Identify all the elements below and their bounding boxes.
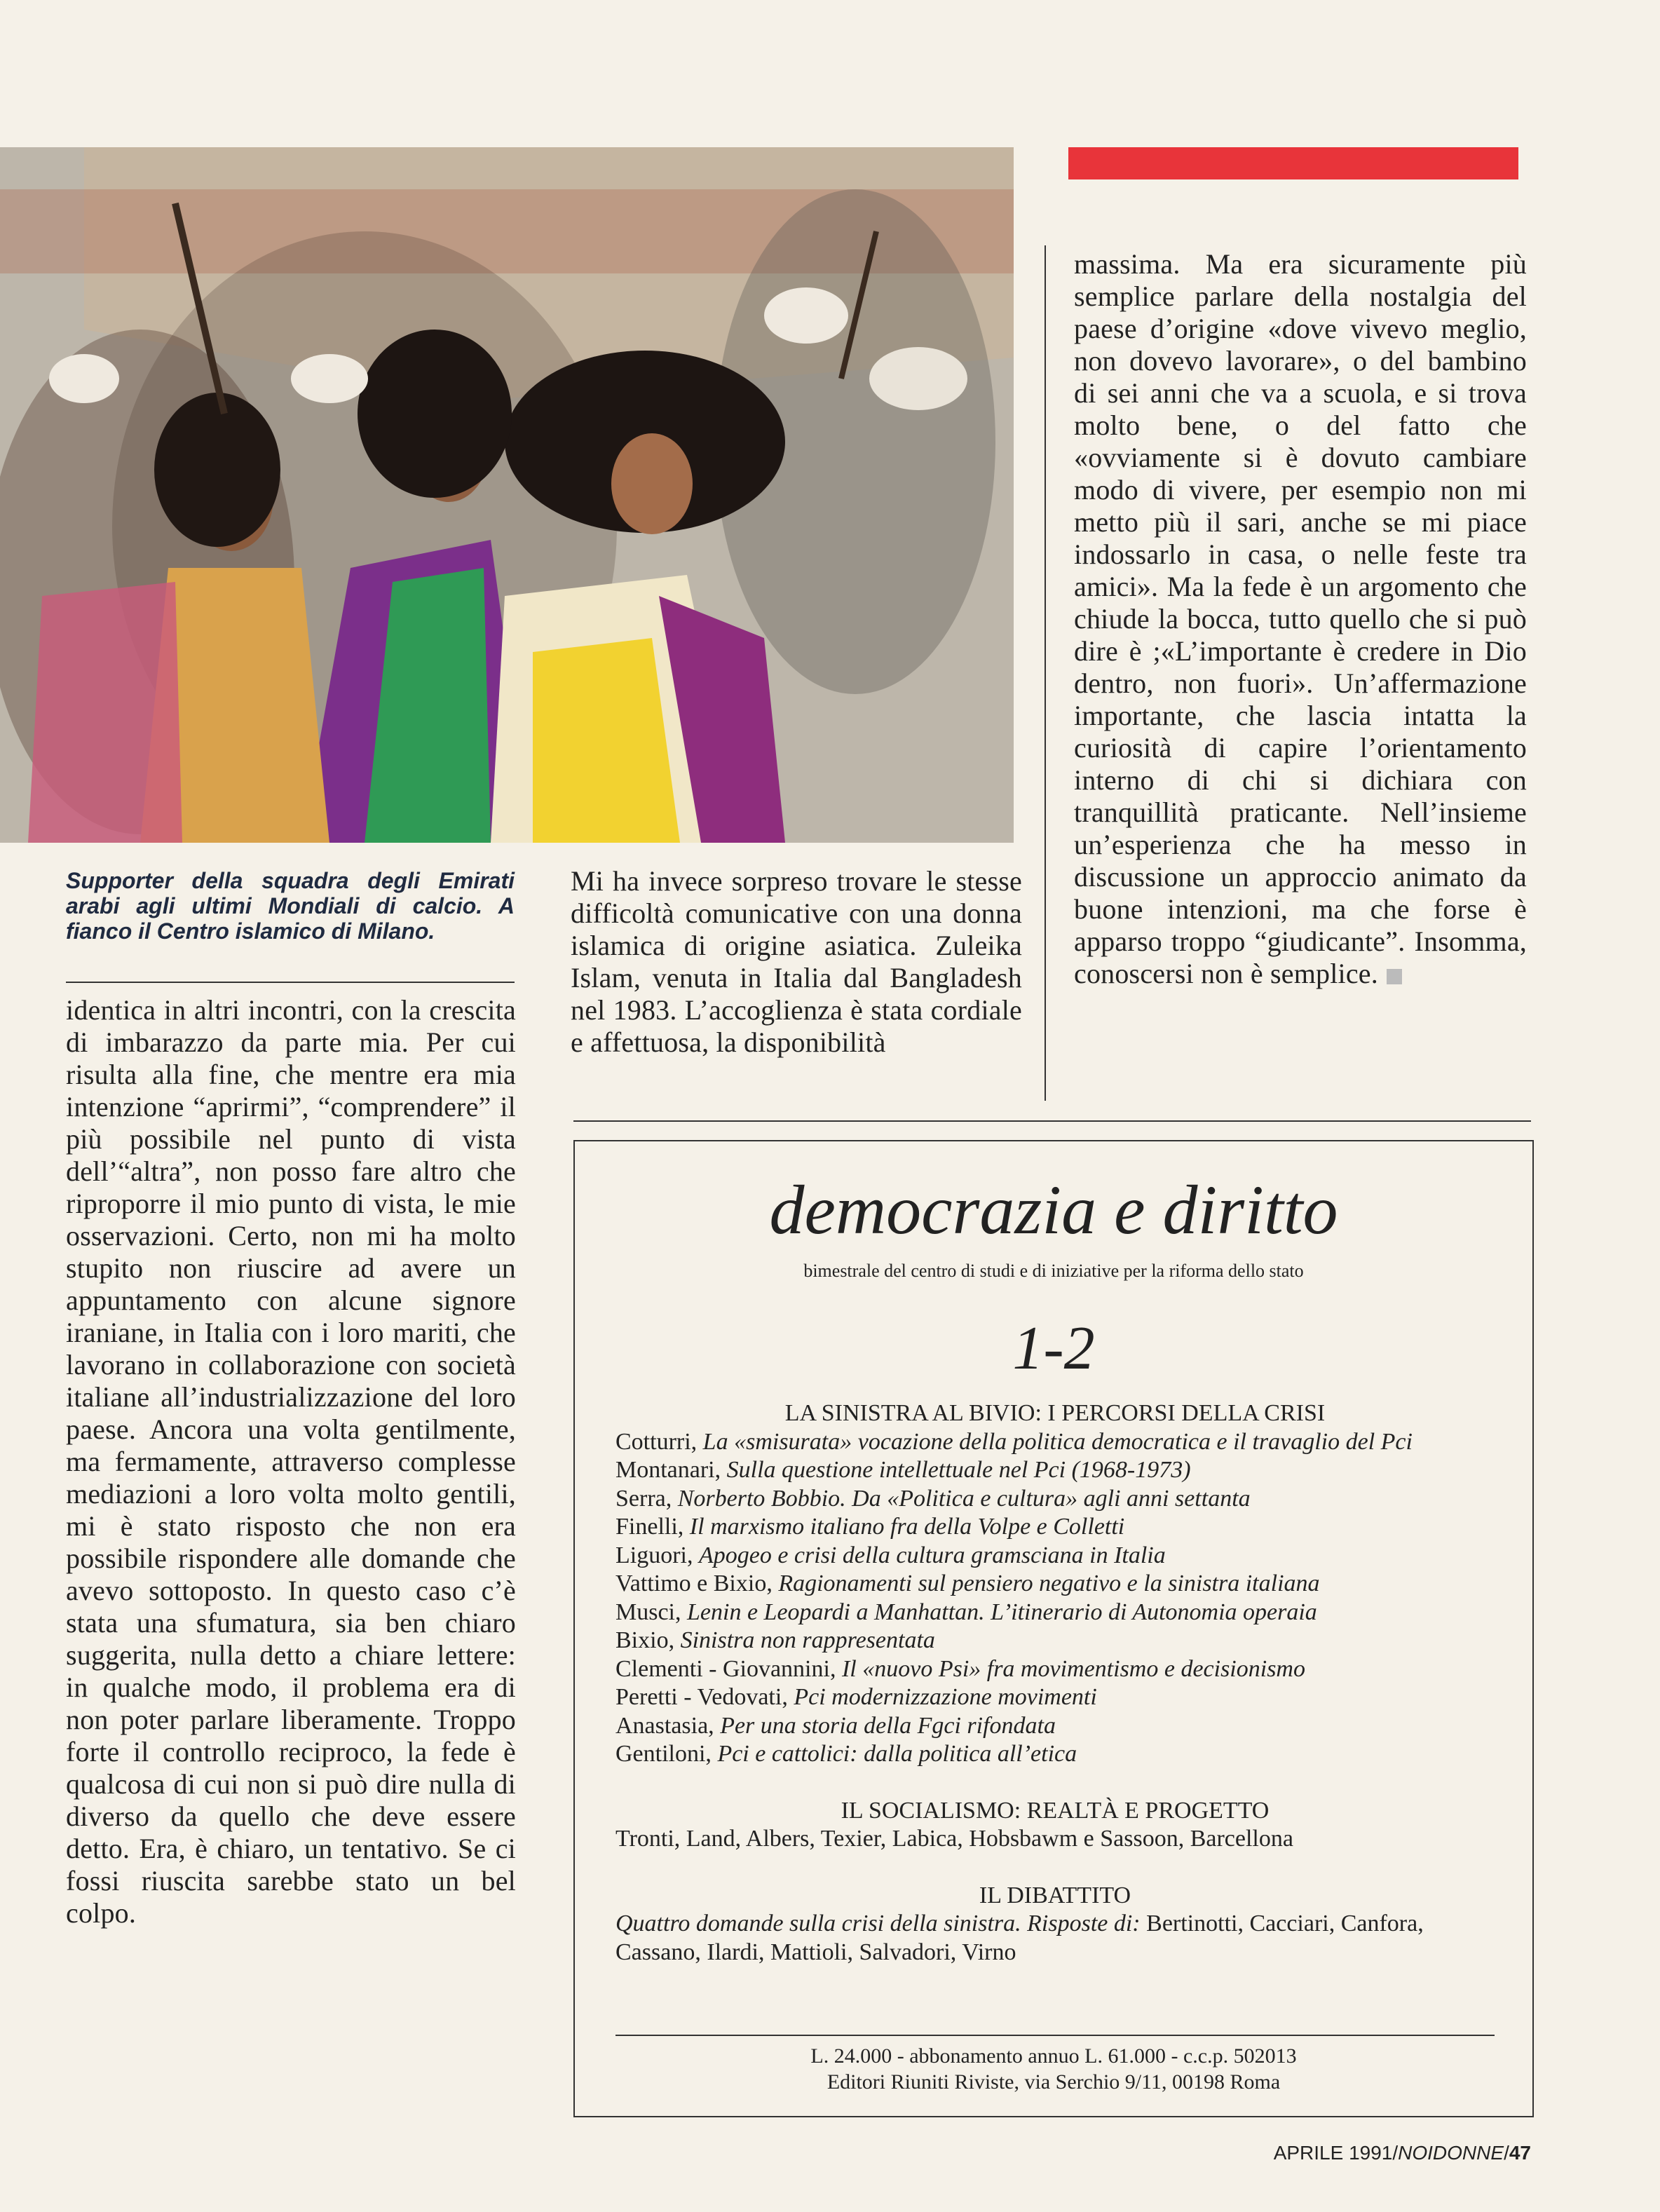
footer-magazine: NOIDONNE (1398, 2142, 1504, 2164)
ad-issue-number: 1-2 (1012, 1315, 1095, 1383)
paragraph: massima. Ma era sicuramente più semplice parlare della nostalgia del paese d’origine «dove vivevo meglio, non dovevo lavorare», o del bambino di sei anni che va a scuola, e si trova molto bene, o del fatto che «ovviamente si è dovuto cambiare modo di vivere, per esempio non mi metto più il sari, anche se mi piace indossarlo in casa, o nelle feste tra amici». Ma la fede è un argomento che chiude la bocca, tutto quello che si può dire è ;«L’importante è credere in Dio dentro, non fuori». Un’affermazione importante, che lascia intatta la curiosità di capire l’orientamento interno di chi si dichiara con tranquillità praticante. Nell’insieme un’esperienza che ha messo in discussione un approccio animato da buone intenzioni, ma che forse è apparso troppo “giudicante”. Insomma, conoscersi non è semplice. (1074, 248, 1527, 989)
paragraph: Mi ha invece sorpreso trovare le stesse difficoltà comunicative con una donna islamica di origine asiatica. Zuleika Islam, venuta in Italia dal Bangladesh nel 1983. L’accoglienza è stata cordiale e affettuosa, la disponibilità (571, 865, 1022, 1058)
photo-caption: Supporter della squadra degli Emirati arabi agli ultimi Mondiali di calcio. A fianco il Centro islamico di Milano. (66, 868, 515, 944)
photo-football-supporters (0, 147, 1014, 843)
contents-entry: Bixio, Sinistra non rappresentata (615, 1627, 935, 1653)
ad-journal-title: democrazia e diritto (769, 1171, 1338, 1249)
ad-top-rule (573, 1120, 1531, 1122)
section-title: IL DIBATTITO (979, 1882, 1131, 1908)
ad-subtitle: bimestrale del centro di studi e di iniziative per la riforma dello stato (803, 1261, 1304, 1281)
contents-entry: Serra, Norberto Bobbio. Da «Politica e cultura» agli anni settanta (615, 1485, 1251, 1512)
contents-entry: Gentiloni, Pci e cattolici: dalla politica all’etica (615, 1741, 1077, 1767)
section-title: LA SINISTRA AL BIVIO: I PERCORSI DELLA CRISI (784, 1400, 1326, 1426)
contents-entry: Quattro domande sulla crisi della sinistra. Risposte di: Bertinotti, Cacciari, Canfora, Cassano, Ilardi, Mattioli, Salvadori, Virno (615, 1911, 1424, 1965)
ad-contents (615, 1399, 1495, 1967)
photo-illustration (0, 147, 1014, 843)
ad-publisher-line: Editori Riuniti Riviste, via Serchio 9/11, 00198 Roma (826, 2070, 1281, 2094)
contents-entry: Tronti, Land, Albers, Texier, Labica, Hobsbawm e Sassoon, Barcellona (615, 1826, 1293, 1852)
article-column-left (66, 994, 516, 1929)
page-footer (1190, 2142, 1531, 2164)
ad-footer-rule (615, 2035, 1495, 2036)
contents-entry: Finelli, Il marxismo italiano fra della Volpe e Colletti (615, 1514, 1125, 1540)
footer-separator: / (1504, 2142, 1509, 2164)
column-divider (1045, 245, 1046, 1101)
article-column-right (1074, 248, 1527, 990)
paragraph: identica in altri incontri, con la crescita di imbarazzo da parte mia. Per cui risulta alla fine, che mentre era mia intenzione “aprirmi”, “comprendere” il più possibile nel punto di vista dell’“altra”, non posso fare altro che riproporre il mio punto di vista, le mie osservazioni. Certo, non mi ha molto stupito non riuscire ad avere un appuntamento con alcune signore iraniane, in Italia con i loro mariti, che lavorano in collaborazione con società italiane all’industrializzazione del loro paese. Ancora una volta gentilmente, ma fermamente, attraverso complesse mediazioni a loro volta molto gentili, mi è stato risposto che non era possibile rispondere alle domande che avevo sottoposto. In questo caso c’è stata una sfumatura, sia ben chiaro suggerita, nulla detto a chiare lettere: in qualche modo, il problema era di non poter parlare liberamente. Troppo forte il controllo reciproco, la fede è qualcosa di cui non si può dire nulla di diverso da quello che deve essere detto. Era, è chiaro, un tentativo. Se ci fossi riuscita sarebbe stato un bel colpo. (66, 994, 516, 1929)
contents-entry: Peretti - Vedovati, Pci modernizzazione movimenti (615, 1684, 1097, 1710)
ad-footer (575, 2043, 1532, 2095)
footer-date: APRILE 1991/ (1273, 2142, 1399, 2164)
accent-bar (1068, 147, 1518, 179)
contents-entry: Montanari, Sulla questione intellettuale nel Pci (1968-1973) (615, 1457, 1191, 1483)
section-title: IL SOCIALISMO: REALTÀ E PROGETTO (841, 1797, 1270, 1824)
contents-entry: Clementi - Giovannini, Il «nuovo Psi» fra movimentismo e decisionismo (615, 1655, 1305, 1682)
contents-entry: Cotturri, La «smisurata» vocazione della politica democratica e il travaglio del Pci (615, 1428, 1413, 1455)
contents-entry: Liguori, Apogeo e crisi della cultura gramsciana in Italia (615, 1542, 1166, 1568)
page-number: 47 (1509, 2142, 1531, 2164)
article-column-middle (571, 865, 1022, 1059)
contents-entry: Vattimo e Bixio, Ragionamenti sul pensiero negativo e la sinistra italiana (615, 1570, 1320, 1596)
ad-price-line: L. 24.000 - abbonamento annuo L. 61.000 - c.c.p. 502013 (810, 2044, 1297, 2068)
end-mark-icon (1387, 969, 1402, 984)
contents-entry: Musci, Lenin e Leopardi a Manhattan. L’itinerario di Autonomia operaia (615, 1599, 1317, 1625)
contents-entry: Anastasia, Per una storia della Fgci rifondata (615, 1712, 1056, 1739)
caption-rule (66, 982, 515, 983)
journal-advertisement (573, 1140, 1534, 2117)
